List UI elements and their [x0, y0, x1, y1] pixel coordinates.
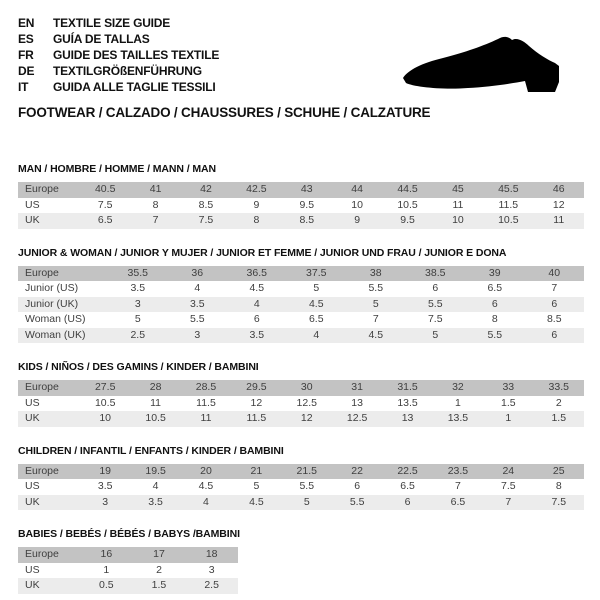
size-value: 7.5 — [427, 313, 443, 325]
size-value: 5.5 — [368, 282, 384, 294]
row-label: UK — [25, 495, 40, 508]
size-value: 2 — [555, 396, 562, 409]
language-title: GUÍA DE TALLAS — [53, 32, 150, 46]
language-title: GUIDE DES TAILLES TEXTILE — [53, 48, 220, 62]
size-value: 30 — [300, 381, 313, 393]
row-label: US — [25, 563, 40, 576]
size-value: 8 — [253, 214, 260, 226]
size-value: 41 — [149, 183, 162, 195]
section-title-kids: KIDS / NIÑOS / DES GAMINS / KINDER / BAMBINI — [18, 361, 259, 373]
size-value: 11.5 — [196, 396, 216, 409]
row-label: UK — [25, 579, 40, 591]
size-value: 6.5 — [97, 214, 113, 226]
size-value: 36 — [191, 266, 204, 279]
size-value: 5.5 — [189, 313, 205, 325]
size-value: 21.5 — [296, 464, 317, 477]
table-row-children-uk — [18, 495, 584, 511]
size-value: 3.5 — [189, 297, 205, 310]
size-value: 0.5 — [99, 579, 114, 591]
size-value: 6 — [354, 480, 361, 492]
size-value: 16 — [100, 548, 113, 560]
table-row-kids-us — [18, 396, 584, 412]
size-value: 3 — [102, 495, 109, 508]
row-label: Europe — [25, 464, 59, 477]
size-value: 6.5 — [487, 282, 503, 294]
row-label: US — [25, 480, 40, 492]
row-label: Woman (UK) — [25, 328, 86, 341]
table-row-kids-europe — [18, 380, 584, 396]
language-title: TEXTILE SIZE GUIDE — [53, 16, 171, 30]
size-value: 4.5 — [308, 297, 324, 310]
table-row-babies-europe — [18, 547, 238, 563]
size-value: 29.5 — [246, 381, 267, 393]
section-title-junior-woman: JUNIOR & WOMAN / JUNIOR Y MUJER / JUNIOR ET FEMME / JUNIOR UND FRAU / JUNIOR E DONA — [18, 246, 507, 259]
table-row-junior-woman-woman-us — [18, 312, 584, 328]
size-value: 3.5 — [148, 495, 163, 508]
size-value: 18 — [205, 548, 218, 560]
size-value: 10.5 — [498, 214, 519, 226]
language-code: DE — [18, 64, 35, 78]
table-row-man-uk — [18, 213, 584, 229]
row-label: Junior (US) — [25, 282, 79, 294]
size-value: 43 — [300, 183, 313, 195]
table-row-children-europe — [18, 464, 584, 480]
size-value: 10.5 — [145, 412, 166, 424]
row-label: Woman (US) — [25, 313, 86, 325]
table-row-junior-woman-junior-us — [18, 281, 584, 297]
size-value: 7 — [372, 313, 379, 325]
size-value: 5.5 — [299, 480, 315, 492]
size-value: 8.5 — [198, 198, 214, 211]
section-title-babies: BABIES / BEBÉS / BÉBÉS / BABYS /BAMBINI — [18, 528, 240, 540]
size-value: 10 — [351, 198, 363, 211]
size-value: 44 — [351, 183, 363, 195]
size-value: 11 — [150, 396, 162, 409]
size-value: 40 — [548, 266, 561, 279]
size-value: 7 — [455, 480, 461, 492]
size-table-section-children — [18, 445, 582, 511]
size-value: 7 — [152, 214, 159, 226]
size-value: 4.5 — [368, 328, 384, 341]
table-row-junior-woman-europe — [18, 266, 584, 282]
size-value: 4 — [152, 480, 159, 492]
size-value: 5 — [313, 282, 320, 294]
size-value: 10 — [99, 412, 112, 424]
language-title: TEXTILGRÖßENFÜHRUNG — [53, 64, 202, 78]
table-row-babies-us — [18, 563, 238, 579]
size-value: 40.5 — [94, 183, 116, 195]
size-value: 42 — [200, 183, 212, 195]
size-value: 37.5 — [306, 266, 327, 279]
size-value: 12 — [250, 396, 263, 409]
size-value: 8.5 — [299, 214, 315, 226]
size-value: 45.5 — [498, 183, 519, 195]
size-value: 1 — [103, 563, 110, 576]
size-value: 35.5 — [127, 266, 148, 279]
row-label: US — [25, 198, 40, 211]
size-value: 36.5 — [246, 266, 267, 279]
size-value: 5 — [134, 313, 141, 325]
size-value: 11 — [200, 412, 212, 424]
size-table-junior-woman — [18, 266, 584, 344]
size-value: 5.5 — [487, 328, 503, 341]
language-row-en — [18, 15, 582, 31]
size-table-section-kids — [18, 361, 582, 427]
size-value: 20 — [200, 464, 212, 477]
size-value: 3.5 — [249, 328, 265, 341]
dress-shoe-icon — [398, 32, 578, 98]
size-value: 9.5 — [299, 198, 315, 211]
table-row-junior-woman-woman-uk — [18, 328, 584, 344]
size-value: 21 — [250, 464, 263, 477]
size-value: 4.5 — [198, 480, 214, 492]
size-value: 4.5 — [249, 495, 264, 508]
size-value: 6 — [404, 495, 411, 508]
size-table-man — [18, 182, 584, 229]
size-value: 3 — [134, 297, 141, 310]
size-value: 7 — [505, 495, 512, 508]
size-value: 8 — [152, 198, 159, 211]
size-value: 28.5 — [195, 381, 217, 393]
size-value: 1.5 — [501, 396, 516, 409]
size-value: 1 — [455, 396, 461, 409]
row-label: Europe — [25, 183, 59, 195]
size-value: 32 — [452, 381, 464, 393]
size-value: 5 — [372, 297, 379, 310]
size-value: 17 — [153, 548, 165, 560]
size-value: 24 — [502, 464, 515, 477]
size-value: 4 — [203, 495, 209, 508]
language-code: FR — [18, 48, 34, 62]
size-value: 5.5 — [427, 297, 443, 310]
size-value: 3 — [194, 328, 201, 341]
size-value: 9.5 — [400, 214, 415, 226]
size-value: 9 — [354, 214, 361, 226]
size-value: 12.5 — [296, 396, 317, 409]
size-value: 46 — [552, 183, 565, 195]
size-value: 23.5 — [447, 464, 469, 477]
size-value: 3.5 — [130, 282, 146, 294]
language-code: ES — [18, 32, 34, 46]
size-value: 31.5 — [397, 381, 418, 393]
size-value: 33 — [502, 381, 515, 393]
language-code: IT — [18, 80, 29, 94]
row-label: Europe — [25, 381, 59, 393]
size-value: 2.5 — [130, 328, 146, 341]
size-value: 38.5 — [425, 266, 446, 279]
size-value: 5 — [432, 328, 439, 341]
size-table-children — [18, 464, 584, 511]
size-value: 13 — [401, 412, 414, 424]
size-value: 4.5 — [249, 282, 265, 294]
size-value: 6 — [432, 282, 439, 294]
table-row-babies-uk — [18, 578, 238, 594]
row-label: Europe — [25, 548, 59, 560]
size-value: 11.5 — [498, 198, 519, 211]
size-value: 13.5 — [447, 412, 469, 424]
section-title-children: CHILDREN / INFANTIL / ENFANTS / KINDER / BAMBINI — [18, 444, 284, 457]
size-value: 10 — [452, 214, 464, 226]
size-value: 6 — [551, 328, 558, 341]
size-value: 6 — [551, 297, 558, 310]
size-table-babies — [18, 547, 238, 594]
size-value: 7 — [551, 282, 558, 294]
size-value: 11 — [553, 214, 565, 226]
size-value: 10.5 — [94, 396, 116, 409]
row-label: Junior (UK) — [25, 297, 79, 310]
size-value: 1.5 — [151, 579, 167, 591]
size-value: 12 — [300, 412, 313, 424]
row-label: US — [25, 396, 40, 409]
size-value: 13 — [351, 396, 363, 409]
size-value: 7.5 — [551, 495, 567, 508]
size-value: 12 — [552, 198, 565, 211]
row-label: UK — [25, 412, 40, 424]
table-row-junior-woman-junior-uk — [18, 297, 584, 313]
size-value: 9 — [253, 198, 260, 211]
size-value: 8 — [555, 480, 562, 492]
size-value: 22 — [351, 464, 363, 477]
table-row-children-us — [18, 479, 584, 495]
size-table-section-man — [18, 163, 582, 229]
size-value: 11 — [452, 198, 464, 211]
size-value: 19.5 — [145, 464, 166, 477]
size-value: 4 — [313, 328, 320, 341]
size-value: 8 — [491, 313, 498, 325]
size-value: 3.5 — [97, 480, 113, 492]
size-value: 5 — [253, 480, 260, 492]
language-code: EN — [18, 16, 35, 30]
language-title: GUIDA ALLE TAGLIE TESSILI — [53, 80, 216, 94]
size-value: 5 — [303, 495, 310, 508]
row-label: UK — [25, 214, 40, 226]
size-value: 39 — [488, 266, 501, 279]
size-value: 8.5 — [546, 313, 562, 325]
size-value: 3 — [208, 563, 215, 576]
size-value: 2.5 — [204, 579, 219, 591]
size-value: 33.5 — [548, 381, 569, 393]
size-value: 4 — [253, 297, 260, 310]
size-value: 13.5 — [397, 396, 418, 409]
size-value: 25 — [552, 464, 565, 477]
category-title: FOOTWEAR / CALZADO / CHAUSSURES / SCHUHE / CALZATURE — [18, 105, 431, 120]
size-value: 10.5 — [397, 198, 418, 211]
size-value: 22.5 — [397, 464, 418, 477]
size-value: 44.5 — [397, 183, 418, 195]
size-value: 1.5 — [551, 412, 567, 424]
size-value: 28 — [149, 381, 162, 393]
size-table-section-junior-woman — [18, 247, 582, 344]
size-value: 42.5 — [246, 183, 267, 195]
size-value: 1 — [505, 412, 512, 424]
size-value: 45 — [452, 183, 464, 195]
size-value: 6.5 — [308, 313, 324, 325]
size-value: 11.5 — [246, 412, 267, 424]
table-row-kids-uk — [18, 411, 584, 427]
size-value: 19 — [99, 464, 112, 477]
size-value: 2 — [156, 563, 162, 576]
size-value: 12.5 — [346, 412, 368, 424]
size-value: 6 — [491, 297, 498, 310]
table-row-man-us — [18, 198, 584, 214]
size-value: 7.5 — [198, 214, 214, 226]
size-value: 7.5 — [501, 480, 516, 492]
size-value: 6.5 — [400, 480, 415, 492]
size-value: 6 — [253, 313, 260, 325]
size-table-section-babies — [18, 528, 582, 594]
size-value: 5.5 — [349, 495, 365, 508]
row-label: Europe — [25, 266, 59, 279]
size-value: 7.5 — [97, 198, 113, 211]
size-table-kids — [18, 380, 584, 427]
size-value: 4 — [194, 282, 201, 294]
size-tables — [18, 163, 582, 594]
section-title-man: MAN / HOMBRE / HOMME / MANN / MAN — [18, 163, 216, 175]
size-value: 6.5 — [450, 495, 466, 508]
size-value: 31 — [351, 381, 363, 393]
size-value: 38 — [369, 266, 382, 279]
size-value: 27.5 — [94, 381, 116, 393]
table-row-man-europe — [18, 182, 584, 198]
